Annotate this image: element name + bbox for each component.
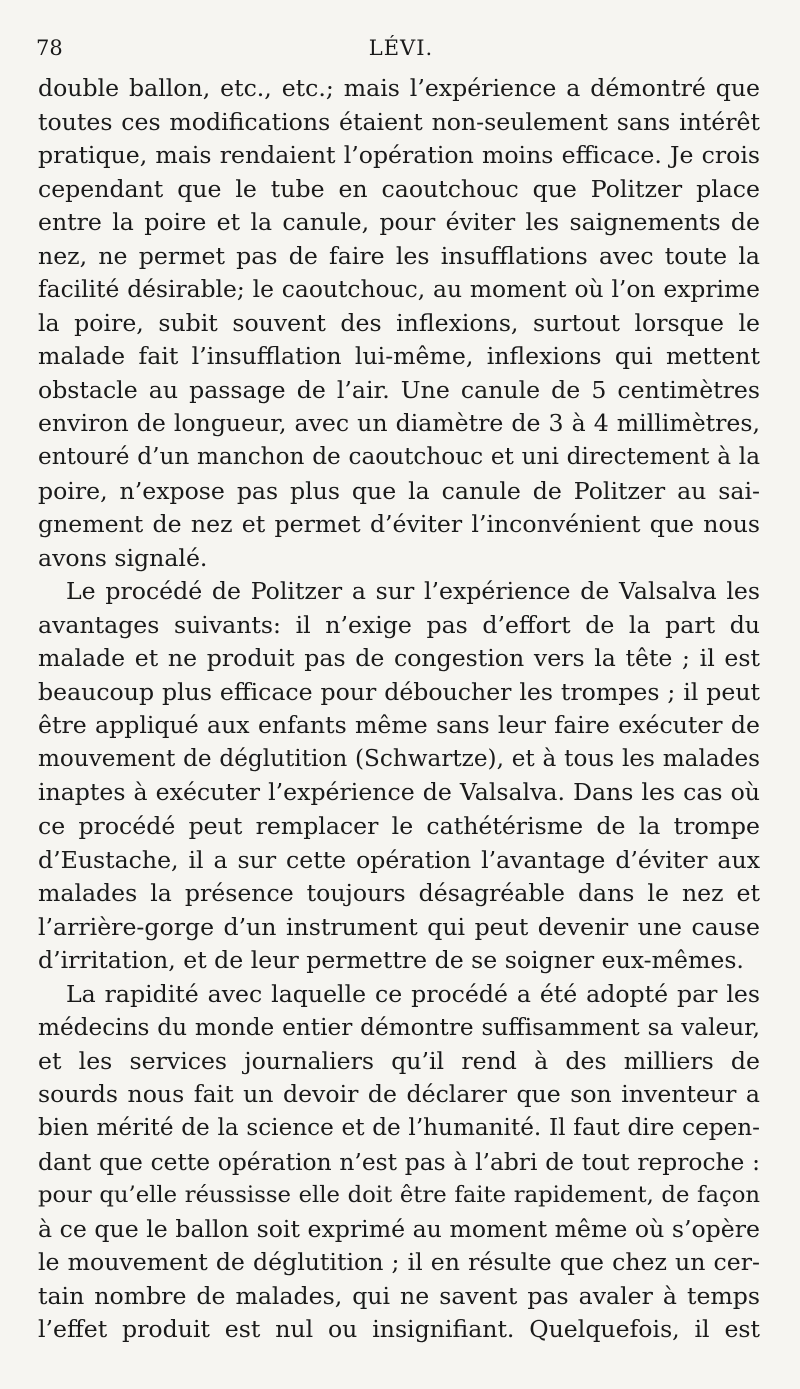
text-line: le mouvement de déglutition ; il en résulte que chez un cer- — [38, 1248, 760, 1277]
text-line: gnement de nez et permet d’éviter l’inconvénient que nous — [38, 510, 760, 539]
text-line: être appliqué aux enfants même sans leur faire exécuter de — [38, 711, 760, 740]
text-line: facilité désirable; le caoutchouc, au moment où l’on exprime — [38, 275, 760, 304]
text-line: entouré d’un manchon de caoutchouc et uni directement à la — [38, 444, 760, 471]
text-line: double ballon, etc., etc.; mais l’expérience a démontré que — [38, 74, 760, 102]
text-line: mouvement de déglutition (Schwartze), et à tous les malades — [38, 745, 760, 772]
text-line: La rapidité avec laquelle ce procédé a été adopté par les — [66, 979, 760, 1008]
text-line: malade et ne produit pas de congestion vers la tête ; il est — [38, 644, 760, 673]
text-line: l’effet produit est nul ou insignifiant. Quelquefois, il est — [38, 1315, 760, 1344]
text-line: à ce que le ballon soit exprimé au moment même où s’opère — [38, 1214, 760, 1243]
running-head: LÉVI. — [368, 36, 434, 60]
text-line: environ de longueur, avec un diamètre de 3 à 4 millimètres, — [38, 409, 760, 438]
text-line: sourds nous fait un devoir de déclarer que son inventeur a — [38, 1080, 760, 1109]
text-line: pratique, mais rendaient l’opération moins efficace. Je crois — [38, 141, 760, 170]
text-line: et les services journaliers qu’il rend à des milliers de — [38, 1046, 760, 1075]
text-line: Le procédé de Politzer a sur l’expérience de Valsalva les — [66, 577, 760, 606]
text-line: avantages suivants: il n’exige pas d’effort de la part du — [38, 610, 760, 639]
page-header — [36, 36, 766, 68]
text-line: toutes ces modifications étaient non-seulement sans intérêt — [38, 107, 760, 136]
text-line: malade fait l’insufflation lui-même, inflexions qui mettent — [38, 342, 760, 371]
text-line: médecins du monde entier démontre suffisamment sa valeur, — [38, 1014, 760, 1042]
text-line: malades la présence toujours désagréable dans le nez et — [38, 879, 760, 908]
text-line: l’arrière-gorge d’un instrument qui peut devenir une cause — [38, 912, 760, 941]
text-line: obstacle au passage de l’air. Une canule de 5 centimètres — [38, 375, 760, 404]
text-line: ce procédé peut remplacer le cathétérisme de la trompe — [38, 812, 760, 841]
text-line: cependant que le tube en caoutchouc que Politzer place — [38, 174, 760, 203]
text-line: d’irritation, et de leur permettre de se soigner eux-mêmes. — [38, 946, 744, 975]
text-line: beaucoup plus efficace pour déboucher les trompes ; il peut — [38, 677, 760, 706]
text-line: inaptes à exécuter l’expérience de Valsalva. Dans les cas où — [38, 778, 760, 807]
text-line: poire, n’expose pas plus que la canule de Politzer au sai- — [38, 476, 760, 505]
text-line: tain nombre de malades, qui ne savent pas avaler à temps — [38, 1281, 760, 1310]
text-line: entre la poire et la canule, pour éviter les saignements de — [38, 208, 760, 237]
text-line: la poire, subit souvent des inflexions, surtout lorsque le — [38, 308, 760, 337]
text-line: dant que cette opération n’est pas à l’abri de tout reproche : — [38, 1147, 760, 1176]
body-text — [38, 72, 760, 1347]
text-line: avons signalé. — [38, 543, 208, 572]
page-number: 78 — [36, 36, 63, 60]
text-line: nez, ne permet pas de faire les insufflations avec toute la — [38, 241, 760, 270]
text-line: d’Eustache, il a sur cette opération l’avantage d’éviter aux — [38, 845, 760, 874]
text-line: bien mérité de la science et de l’humanité. Il faut dire cepen- — [38, 1114, 760, 1141]
text-line: pour qu’elle réussisse elle doit être faite rapidement, de façon — [38, 1182, 760, 1209]
